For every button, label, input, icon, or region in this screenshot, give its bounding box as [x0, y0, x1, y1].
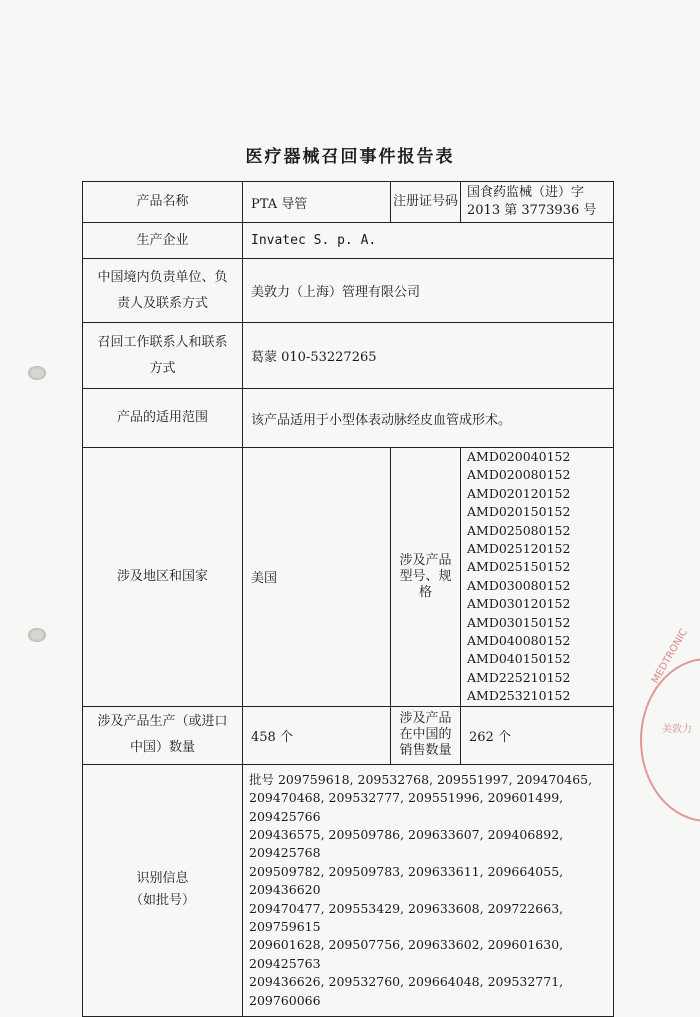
row-manufacturer	[83, 223, 614, 259]
batch-line: 209436575, 209509786, 209633607, 209406892, 209425768	[249, 826, 564, 861]
region-value: 美国	[243, 448, 391, 707]
model-item: AMD040080152	[467, 633, 571, 649]
model-item: AMD020080152	[467, 467, 571, 483]
model-item: AMD253210152	[467, 688, 571, 704]
batch-line: 批号 209759618, 209532768, 209551997, 209470465,	[249, 771, 593, 787]
batch-line: 209601628, 209507756, 209633602, 209601630, 209425763	[249, 937, 564, 971]
reg-no-value: 国食药监械（进）字2013 第 3773936 号	[461, 182, 614, 223]
reg-no-label: 注册证号码	[391, 182, 461, 223]
model-item: AMD030080152	[467, 577, 571, 593]
row-contact	[83, 323, 614, 389]
sales-value: 262 个	[461, 706, 614, 764]
manufacturer-label: 生产企业	[83, 223, 243, 259]
id-label-sub: （如批号）	[129, 893, 195, 909]
company-seal: MEDTRONIC 美敦力	[640, 658, 700, 822]
contact-value: 葛蒙 010-53227265	[243, 323, 614, 389]
sales-label: 涉及产品在中国的销售数量	[391, 706, 461, 764]
model-item: AMD225210152	[467, 669, 571, 685]
batch-numbers	[243, 764, 614, 1016]
product-name-label: 产品名称	[83, 182, 243, 223]
row-scope	[83, 389, 614, 448]
recall-report-table	[82, 181, 614, 1017]
batch-line: 209509782, 209509783, 209633611, 209664055, 209436620	[249, 863, 564, 898]
production-label: 涉及产品生产（或进口中国）数量	[83, 706, 243, 764]
model-item: AMD030120152	[467, 596, 571, 612]
region-label: 涉及地区和国家	[83, 448, 243, 707]
model-item: AMD040150152	[467, 651, 571, 667]
domestic-value: 美敦力（上海）管理有限公司	[243, 259, 614, 323]
batch-line: 209470468, 209532777, 209551996, 209601499, 209425766	[249, 790, 564, 824]
punch-hole-top	[28, 366, 46, 380]
page-title: 医疗器械召回事件报告表	[245, 147, 455, 167]
production-value: 458 个	[243, 706, 391, 764]
model-item: AMD025150152	[467, 559, 571, 575]
punch-hole-bottom	[28, 628, 46, 642]
row-product-name	[83, 182, 614, 223]
row-quantities	[83, 706, 614, 764]
product-name-value: PTA 导管	[243, 182, 391, 223]
domestic-label: 中国境内负责单位、负责人及联系方式	[83, 259, 243, 323]
model-item: AMD020150152	[467, 504, 571, 520]
scope-value: 该产品适用于小型体表动脉经皮血管成形术。	[243, 389, 614, 448]
models-label: 涉及产品型号、规格	[391, 448, 461, 707]
model-item: AMD020040152	[467, 449, 571, 464]
batch-line: 209470477, 209553429, 209633608, 209722663, 209759615	[249, 900, 564, 934]
row-identification	[83, 764, 614, 1016]
scope-label: 产品的适用范围	[83, 389, 243, 448]
row-domestic-unit	[83, 259, 614, 323]
manufacturer-value: Invatec S. p. A.	[243, 223, 614, 259]
row-region-models	[83, 448, 614, 707]
model-item: AMD020120152	[467, 485, 571, 501]
contact-label: 召回工作联系人和联系方式	[83, 323, 243, 389]
batch-line: 209436626, 209532760, 209664048, 209532771, 209760066	[249, 974, 564, 1008]
model-item: AMD030150152	[467, 614, 571, 630]
models-list	[467, 448, 607, 706]
model-item: AMD025080152	[467, 522, 571, 538]
model-item: AMD025120152	[467, 541, 571, 557]
id-label: 识别信息	[136, 871, 189, 887]
